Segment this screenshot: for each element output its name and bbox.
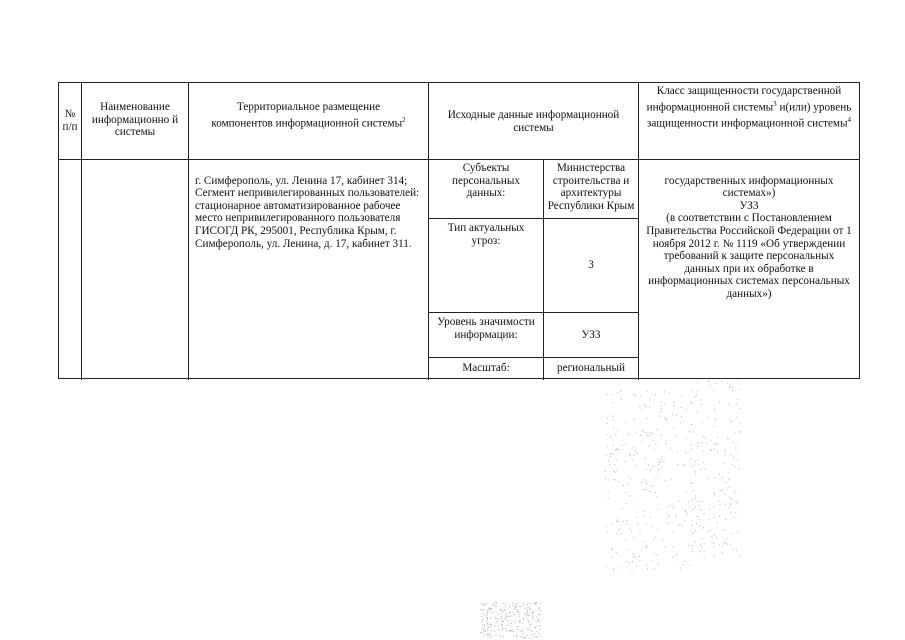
source-label-subjects-text: Субъекты персональных данных: — [452, 162, 520, 200]
territory-text: г. Симферополь, ул. Ленина 17, кабинет 314; Сегмент непривилегированных пользователей: стационарное автоматизированное рабочее место непривилегированного пользователя ГИСОГД РК, 295001, Республика Крым, г. Симферополь, ул. Ленина, д. 17, кабинет 311. — [195, 174, 420, 250]
header-source-data — [429, 109, 638, 134]
source-value-subjects-text: Министерства строительства и архитектуры Республики Крым — [547, 162, 635, 212]
info-system-table — [58, 82, 860, 379]
footnote-4-mark: 4 — [847, 115, 852, 124]
source-label-scale-text: Масштаб: — [462, 362, 510, 374]
header-name-text: Наименование информационно й системы — [91, 101, 179, 139]
header-num-text: № п/п — [62, 108, 78, 133]
class-cell — [645, 162, 853, 301]
header-class — [639, 83, 859, 130]
source-label-significance — [429, 316, 543, 341]
footnote-3-mark: 3 — [773, 99, 777, 108]
header-territory-text: Территориальное размещение компонентов информационной системы — [211, 101, 403, 130]
territory-cell — [195, 162, 427, 250]
header-class-line1: Класс защищенности государственной информационной системы — [646, 85, 842, 114]
source-value-threats-text: 3 — [588, 259, 594, 272]
header-source-data-text: Исходные данные информационной системы — [447, 109, 620, 134]
source-value-subjects — [544, 162, 638, 212]
source-value-significance — [544, 313, 638, 357]
source-label-threats — [429, 222, 543, 247]
source-label-scale — [429, 362, 543, 375]
source-label-subjects — [429, 162, 543, 200]
header-name — [82, 101, 188, 139]
source-value-significance-text: УЗ3 — [581, 328, 601, 341]
source-label-threats-text: Тип актуальных угроз: — [447, 222, 525, 247]
source-value-scale-text: региональный — [557, 362, 625, 374]
document-sheet — [58, 82, 860, 379]
source-label-significance-text: Уровень значимости информации: — [437, 316, 535, 341]
footnote-2-mark: 2 — [402, 115, 406, 124]
source-value-scale — [544, 362, 638, 375]
header-num — [59, 83, 81, 159]
header-territory — [189, 101, 428, 130]
source-value-threats — [544, 219, 638, 312]
header-class-line2: и(или) уровень защищенности информационной системы — [646, 101, 852, 130]
class-text: государственных информационных системах») УЗ3 (в соответствии с Постановлением Правительства Российской Федерации от 1 ноября 2012 г. № 1119 «Об утверждении требований к защите персональных данных при их обработке в информационных системах персональных данных») — [646, 174, 852, 300]
scan-noise — [470, 380, 770, 640]
